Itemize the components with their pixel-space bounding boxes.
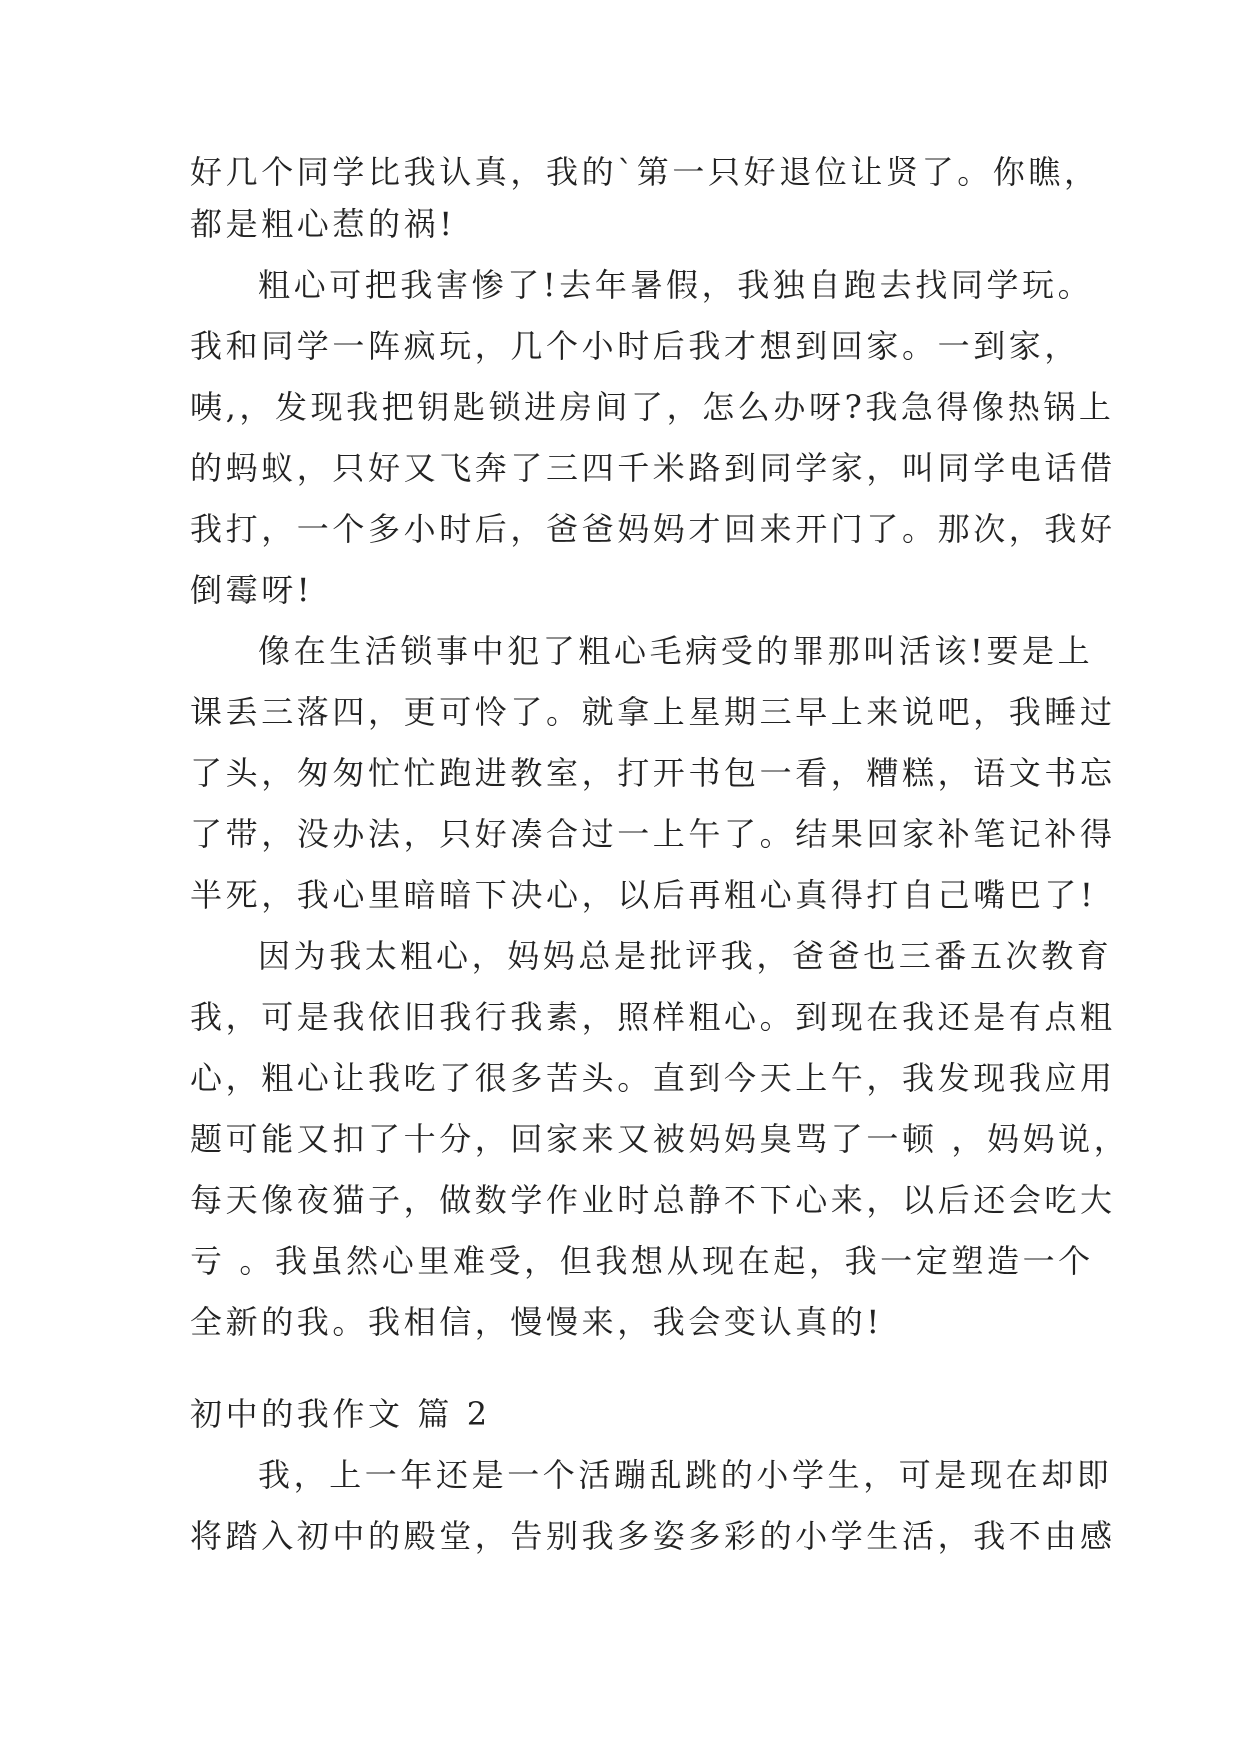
text-line: 半死，我心里暗暗下决心，以后再粗心真得打自己嘴巴了! [190, 876, 1097, 914]
text-line: 课丢三落四，更可怜了。就拿上星期三早上来说吧，我睡过 [190, 693, 1116, 731]
text-line: 了头，匆匆忙忙跑进教室，打开书包一看，糟糕，语文书忘 [190, 754, 1116, 792]
text-line: 心，粗心让我吃了很多苦头。直到今天上午，我发现我应用 [190, 1059, 1116, 1097]
text-line: 每天像夜猫子，做数学作业时总静不下心来，以后还会吃大 [190, 1181, 1116, 1219]
text-line: 题可能又扣了十分，回家来又被妈妈臭骂了一顿 ，妈妈说， [190, 1120, 1130, 1158]
text-line: 将踏入初中的殿堂，告别我多姿多彩的小学生活，我不由感 [190, 1517, 1116, 1555]
text-line: 我和同学一阵疯玩，几个小时后我才想到回家。一到家， [190, 327, 1081, 365]
text-line: 咦,，发现我把钥匙锁进房间了，怎么办呀?我急得像热锅上 [190, 388, 1115, 426]
text-line: 的蚂蚁，只好又飞奔了三四千米路到同学家，叫同学电话借 [190, 449, 1116, 487]
section-heading: 初中的我作文 篇 2 [190, 1395, 491, 1433]
text-line: 好几个同学比我认真，我的`第一只好退位让贤了。你瞧， [190, 153, 1100, 191]
text-line: 我，可是我依旧我行我素，照样粗心。到现在我还是有点粗 [190, 998, 1116, 1036]
paragraph-start-line: 粗心可把我害惨了!去年暑假，我独自跑去找同学玩。 [258, 266, 1094, 304]
paragraph-start-line: 因为我太粗心，妈妈总是批评我，爸爸也三番五次教育 [258, 937, 1113, 975]
text-line: 了带，没办法，只好凑合过一上午了。结果回家补笔记补得 [190, 815, 1116, 853]
paragraph-start-line: 像在生活锁事中犯了粗心毛病受的罪那叫活该!要是上 [258, 632, 1094, 670]
text-line: 全新的我。我相信，慢慢来，我会变认真的! [190, 1303, 883, 1341]
paragraph-start-line: 我，上一年还是一个活蹦乱跳的小学生，可是现在却即 [258, 1456, 1113, 1494]
text-line: 亏 。我虽然心里难受，但我想从现在起，我一定塑造一个 [190, 1242, 1094, 1280]
text-line: 倒霉呀! [190, 571, 314, 609]
text-line: 我打，一个多小时后，爸爸妈妈才回来开门了。那次，我好 [190, 510, 1116, 548]
text-line: 都是粗心惹的祸! [190, 205, 456, 243]
